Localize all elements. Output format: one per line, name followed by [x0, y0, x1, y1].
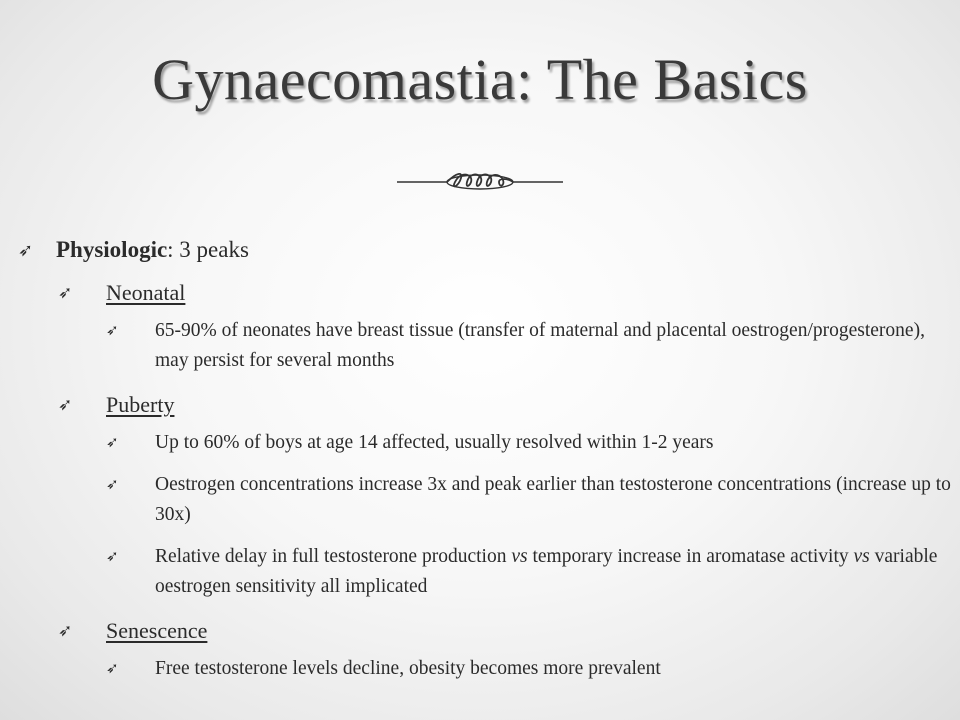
flourish-divider-icon: [395, 168, 565, 196]
fancy-double-bullet-icon: ➶: [106, 435, 119, 451]
list-item-neonatal: [18, 276, 953, 310]
list-item-senescence-detail: [18, 654, 953, 684]
slide-body: [18, 232, 953, 696]
list-item-senescence: [18, 614, 953, 648]
list-item-neonatal-detail: [18, 316, 953, 376]
slide-title: Gynaecomastia: The Basics: [152, 47, 808, 112]
puberty-detail-text: Relative delay in full testosterone production vs temporary increase in aromatase activity vs variable oestrogen sensitivity all implicated: [155, 546, 938, 597]
fancy-double-bullet-icon: ➶: [58, 283, 73, 302]
physiologic-label: Physiologic: [56, 237, 168, 262]
puberty-detail-text: Oestrogen concentrations increase 3x and peak earlier than testosterone concentrations (increase up to 30x): [155, 474, 951, 525]
physiologic-text: : 3 peaks: [167, 237, 249, 262]
fancy-double-bullet-icon: ➶: [58, 395, 73, 414]
senescence-detail-text: Free testosterone levels decline, obesity becomes more prevalent: [155, 658, 661, 679]
fancy-double-bullet-icon: ➶: [106, 477, 119, 493]
senescence-heading: Senescence: [106, 618, 208, 643]
fancy-double-bullet-icon: ➶: [106, 549, 119, 565]
neonatal-detail-text: 65-90% of neonates have breast tissue (transfer of maternal and placental oestrogen/progesterone), may persist for several months: [155, 320, 925, 371]
list-item-puberty-detail: [18, 428, 953, 458]
puberty-heading: Puberty: [106, 392, 175, 417]
list-item-puberty-detail: [18, 470, 953, 530]
fancy-double-bullet-icon: ➶: [18, 240, 34, 260]
list-item-puberty-detail: [18, 542, 953, 602]
fancy-double-bullet-icon: ➶: [106, 323, 119, 339]
puberty-detail-text: Up to 60% of boys at age 14 affected, usually resolved within 1-2 years: [155, 432, 714, 453]
list-item-puberty: [18, 388, 953, 422]
neonatal-heading: Neonatal: [106, 280, 186, 305]
list-item-physiologic: [18, 232, 953, 268]
fancy-double-bullet-icon: ➶: [106, 661, 119, 677]
fancy-double-bullet-icon: ➶: [58, 621, 73, 640]
